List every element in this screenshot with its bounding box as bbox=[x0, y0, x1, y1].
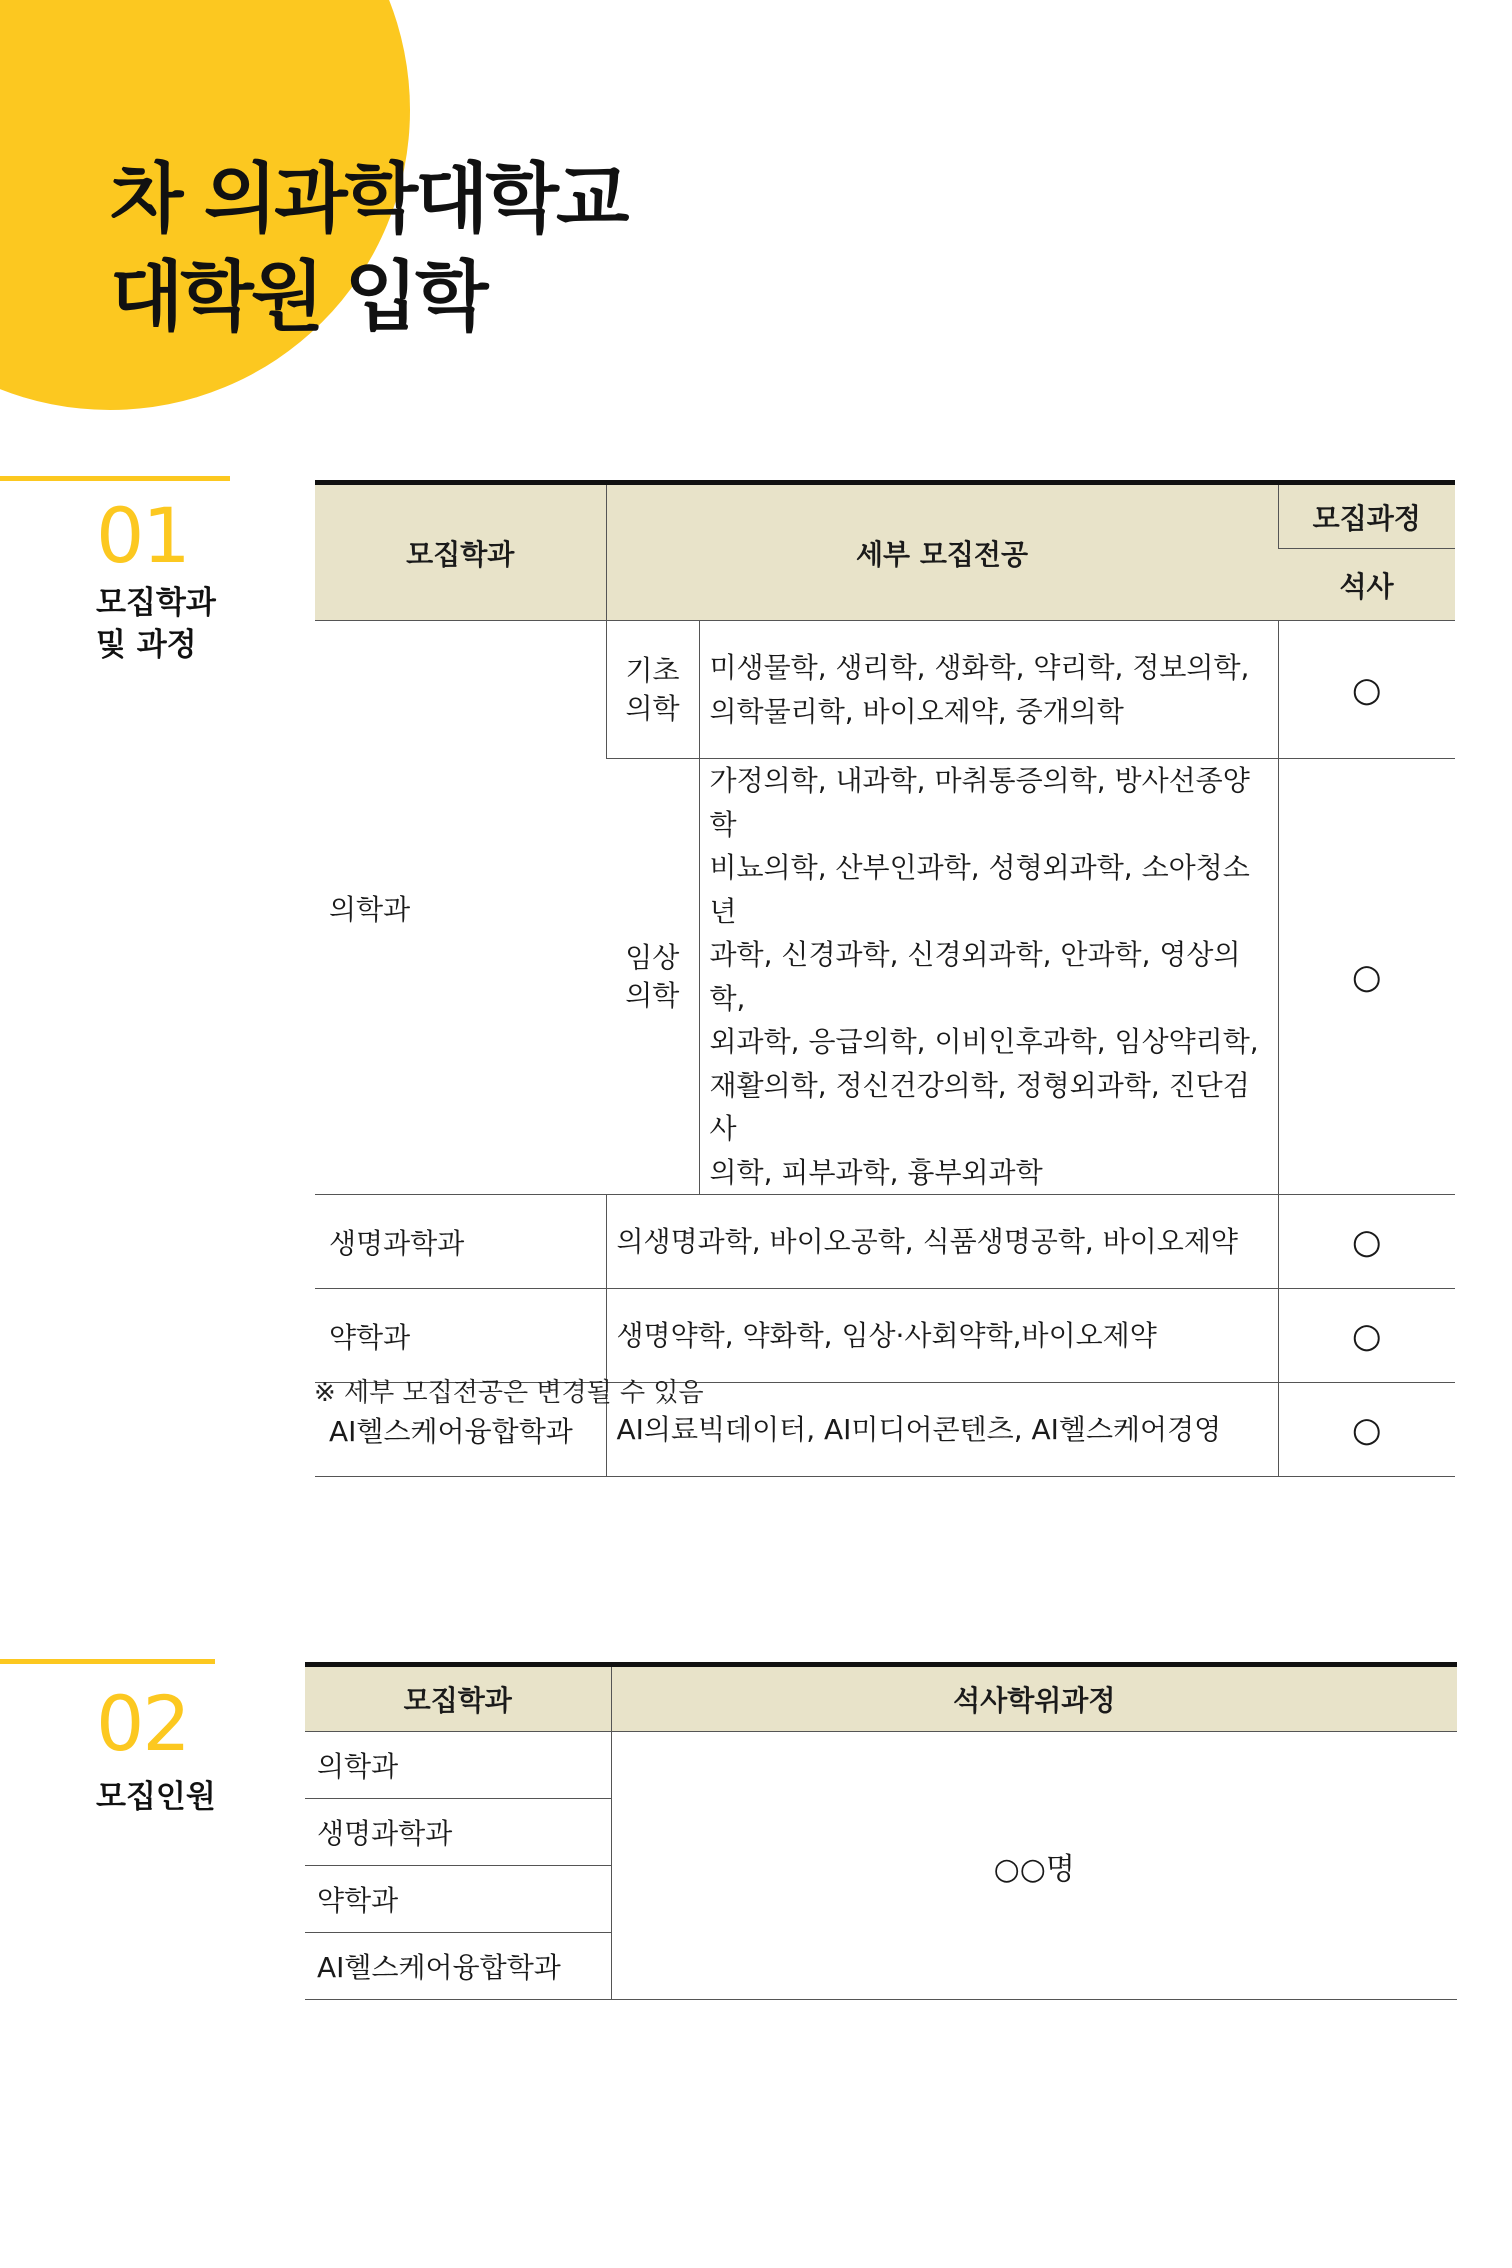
section-1-label bbox=[96, 582, 216, 666]
header-majors: 세부 모집전공 bbox=[606, 483, 1278, 621]
header-dept: 모집학과 bbox=[305, 1665, 611, 1732]
majors-clinical bbox=[699, 759, 1278, 1195]
master-mark-ai-healthcare: ○ bbox=[1278, 1383, 1455, 1477]
majors-clinical-line-4: 외과학, 응급의학, 이비인후과학, 임상약리학, bbox=[709, 1025, 1259, 1058]
majors-basic bbox=[699, 621, 1278, 759]
sub-field-clinical-text: 임상 의학 bbox=[625, 940, 680, 1012]
master-mark-basic: ○ bbox=[1278, 621, 1455, 759]
page-title bbox=[110, 150, 626, 346]
enrollment-table bbox=[305, 1662, 1457, 2000]
header-dept: 모집학과 bbox=[315, 483, 606, 621]
dept-cell-life-science: 생명과학과 bbox=[305, 1799, 611, 1866]
dept-cell-medicine: 의학과 bbox=[305, 1732, 611, 1799]
sub-field-basic-text: 기초 의학 bbox=[625, 653, 680, 725]
master-mark-clinical: ○ bbox=[1278, 759, 1455, 1195]
majors-basic-line-2: 의학물리학, 바이오제약, 중개의학 bbox=[709, 694, 1124, 728]
dept-cell-ai-healthcare: AI헬스케어융합학과 bbox=[305, 1933, 611, 2000]
section-1-rule bbox=[0, 476, 230, 481]
section-1-label-line-1: 모집학과 bbox=[96, 585, 216, 621]
majors-clinical-line-2: 비뇨의학, 산부인과학, 성형외과학, 소아청소년 bbox=[709, 851, 1250, 928]
majors-life-science: 의생명과학, 바이오공학, 식품생명공학, 바이오제약 bbox=[606, 1195, 1278, 1289]
section-1-number: 01 bbox=[96, 491, 189, 580]
majors-clinical-line-3: 과학, 신경과학, 신경외과학, 안과학, 영상의학, bbox=[709, 938, 1241, 1015]
master-mark-life-science: ○ bbox=[1278, 1195, 1455, 1289]
dept-cell-medicine: 의학과 bbox=[315, 621, 606, 1195]
section-1-label-line-2: 및 과정 bbox=[96, 627, 197, 663]
sub-field-basic bbox=[606, 621, 699, 759]
section-2-label: 모집인원 bbox=[96, 1779, 216, 1815]
section-2-rule bbox=[0, 1659, 215, 1664]
section-2-number: 02 bbox=[96, 1679, 189, 1768]
dept-cell-life-science: 생명과학과 bbox=[315, 1195, 606, 1289]
dept-cell-pharmacy: 약학과 bbox=[305, 1866, 611, 1933]
header-course: 모집과정 bbox=[1278, 483, 1455, 549]
dept-cell-ai-healthcare: AI헬스케어융합학과 bbox=[315, 1383, 606, 1477]
majors-clinical-line-5: 재활의학, 정신건강의학, 정형외과학, 진단검사 bbox=[709, 1068, 1250, 1145]
table-row-life-science bbox=[315, 1195, 1455, 1289]
page-title-line-1: 차 의과학대학교 bbox=[110, 154, 627, 243]
enrollment-count: ○○명 bbox=[611, 1732, 1457, 2000]
header-master: 석사 bbox=[1278, 549, 1455, 621]
majors-basic-line-1: 미생물학, 생리학, 생화학, 약리학, 정보의학, bbox=[709, 651, 1250, 684]
table-row-medicine-basic bbox=[315, 621, 1455, 759]
page-title-line-2: 대학원 입학 bbox=[110, 252, 486, 341]
master-mark-pharmacy: ○ bbox=[1278, 1289, 1455, 1383]
sub-field-clinical bbox=[606, 759, 699, 1195]
majors-ai-healthcare: AI의료빅데이터, AI미디어콘텐츠, AI헬스케어경영 bbox=[606, 1383, 1278, 1477]
table-note: ※ 세부 모집전공은 변경될 수 있음 bbox=[314, 1378, 704, 1408]
departments-table bbox=[315, 480, 1455, 1477]
table-row bbox=[305, 1732, 1457, 1799]
table-row-pharmacy bbox=[315, 1289, 1455, 1383]
majors-clinical-line-1: 가정의학, 내과학, 마취통증의학, 방사선종양학 bbox=[709, 764, 1250, 841]
header-master-degree: 석사학위과정 bbox=[611, 1665, 1457, 1732]
majors-pharmacy: 생명약학, 약화학, 임상·사회약학,바이오제약 bbox=[606, 1289, 1278, 1383]
majors-clinical-line-6: 의학, 피부과학, 흉부외과학 bbox=[709, 1155, 1043, 1189]
dept-cell-pharmacy: 약학과 bbox=[315, 1289, 606, 1383]
